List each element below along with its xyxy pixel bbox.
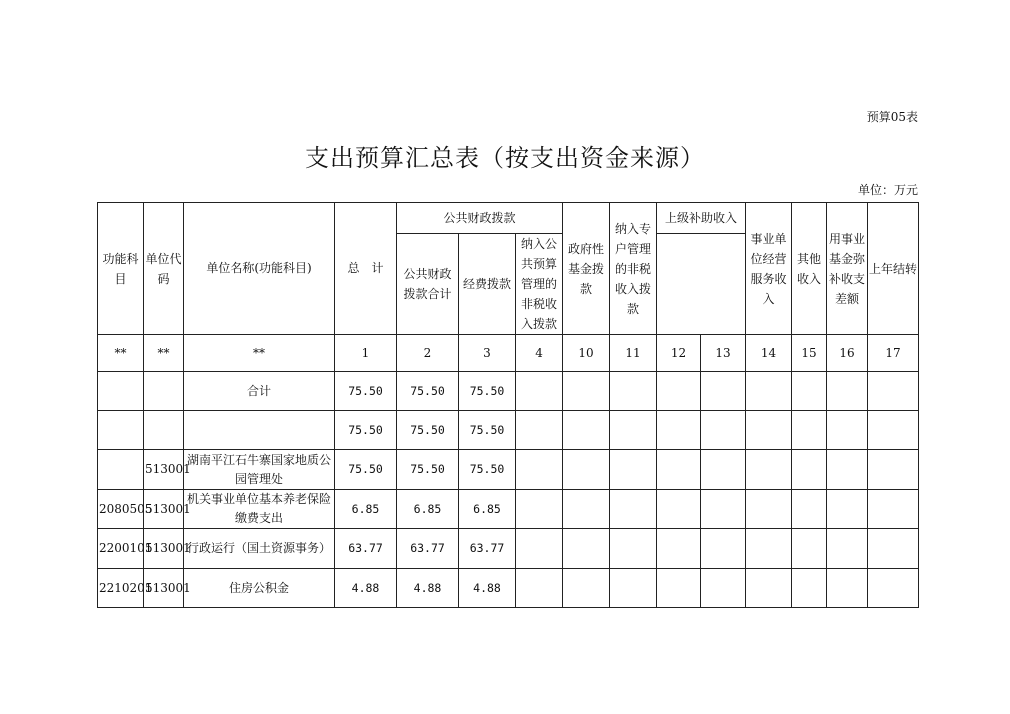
func-code-cell	[98, 372, 144, 411]
index-cell: 17	[868, 335, 919, 372]
func-code-cell: 2210201	[98, 569, 144, 608]
total-cell: 75.50	[335, 372, 397, 411]
func-code-cell	[98, 450, 144, 490]
header-unit-code: 单位代码	[144, 203, 184, 335]
table-row	[98, 411, 919, 450]
page-title: 支出预算汇总表（按支出资金来源）	[305, 144, 705, 172]
unit-code-cell	[144, 372, 184, 411]
unit-name-cell	[184, 411, 335, 450]
unit-name-cell: 湖南平江石牛寨国家地质公园管理处	[184, 450, 335, 490]
unit-name-cell: 合计	[184, 372, 335, 411]
unit-label: 单位：万元	[857, 183, 918, 197]
total-cell: 75.50	[335, 450, 397, 490]
expense-cell: 4.88	[459, 569, 516, 608]
unit-code-cell	[144, 411, 184, 450]
header-public-finance: 公共财政拨款	[397, 203, 563, 234]
index-cell: 1	[335, 335, 397, 372]
unit-name-cell: 行政运行（国土资源事务）	[184, 529, 335, 569]
index-cell: 13	[701, 335, 746, 372]
expense-cell: 6.85	[459, 490, 516, 529]
public-finance-total-cell: 6.85	[397, 490, 459, 529]
index-cell: 4	[516, 335, 563, 372]
func-code-cell	[98, 411, 144, 450]
public-finance-total-cell: 4.88	[397, 569, 459, 608]
total-cell: 63.77	[335, 529, 397, 569]
table-row	[98, 450, 919, 490]
index-cell: 10	[563, 335, 610, 372]
unit-code-cell: 513001	[144, 529, 184, 569]
expense-cell: 63.77	[459, 529, 516, 569]
func-code-cell: 2080505	[98, 490, 144, 529]
header-nontax-special: 纳入专户管理的非税收入拨款	[610, 203, 657, 335]
budget-table	[97, 202, 919, 608]
index-cell: **	[144, 335, 184, 372]
header-func-code: 功能科目	[98, 203, 144, 335]
table-row	[98, 529, 919, 569]
total-cell: 4.88	[335, 569, 397, 608]
header-other-income: 其他收入	[792, 203, 827, 335]
header-operating-income: 事业单位经营服务收入	[746, 203, 792, 335]
public-finance-total-cell: 63.77	[397, 529, 459, 569]
index-cell: 3	[459, 335, 516, 372]
index-cell: 12	[657, 335, 701, 372]
public-finance-total-cell: 75.50	[397, 411, 459, 450]
unit-code-cell: 513001	[144, 569, 184, 608]
index-cell: 14	[746, 335, 792, 372]
header-unit-name: 单位名称(功能科目)	[184, 203, 335, 335]
index-cell: **	[98, 335, 144, 372]
public-finance-total-cell: 75.50	[397, 450, 459, 490]
index-cell: 15	[792, 335, 827, 372]
form-tag: 预算05表	[866, 110, 918, 124]
index-cell: **	[184, 335, 335, 372]
func-code-cell: 2200101	[98, 529, 144, 569]
expense-cell: 75.50	[459, 450, 516, 490]
expense-cell: 75.50	[459, 411, 516, 450]
total-cell: 6.85	[335, 490, 397, 529]
header-expense-alloc: 经费拨款	[459, 234, 516, 335]
header-public-finance-total: 公共财政拨款合计	[397, 234, 459, 335]
index-cell: 2	[397, 335, 459, 372]
unit-name-cell: 机关事业单位基本养老保险缴费支出	[184, 490, 335, 529]
total-cell: 75.50	[335, 411, 397, 450]
table-row	[98, 490, 919, 529]
header-fund-balance: 用事业基金弥补收支差额	[827, 203, 868, 335]
table-row	[98, 372, 919, 411]
unit-code-cell: 513001	[144, 450, 184, 490]
header-carryover: 上年结转	[868, 203, 919, 335]
unit-name-cell: 住房公积金	[184, 569, 335, 608]
index-cell: 16	[827, 335, 868, 372]
header-nontax-public: 纳入公共预算管理的非税收入拨款	[516, 234, 563, 335]
header-superior-subsidy: 上级补助收入	[657, 203, 746, 234]
public-finance-total-cell: 75.50	[397, 372, 459, 411]
header-total: 总 计	[335, 203, 397, 335]
index-cell: 11	[610, 335, 657, 372]
header-gov-fund: 政府性基金拨款	[563, 203, 610, 335]
expense-cell: 75.50	[459, 372, 516, 411]
table-row	[98, 569, 919, 608]
unit-code-cell: 513001	[144, 490, 184, 529]
